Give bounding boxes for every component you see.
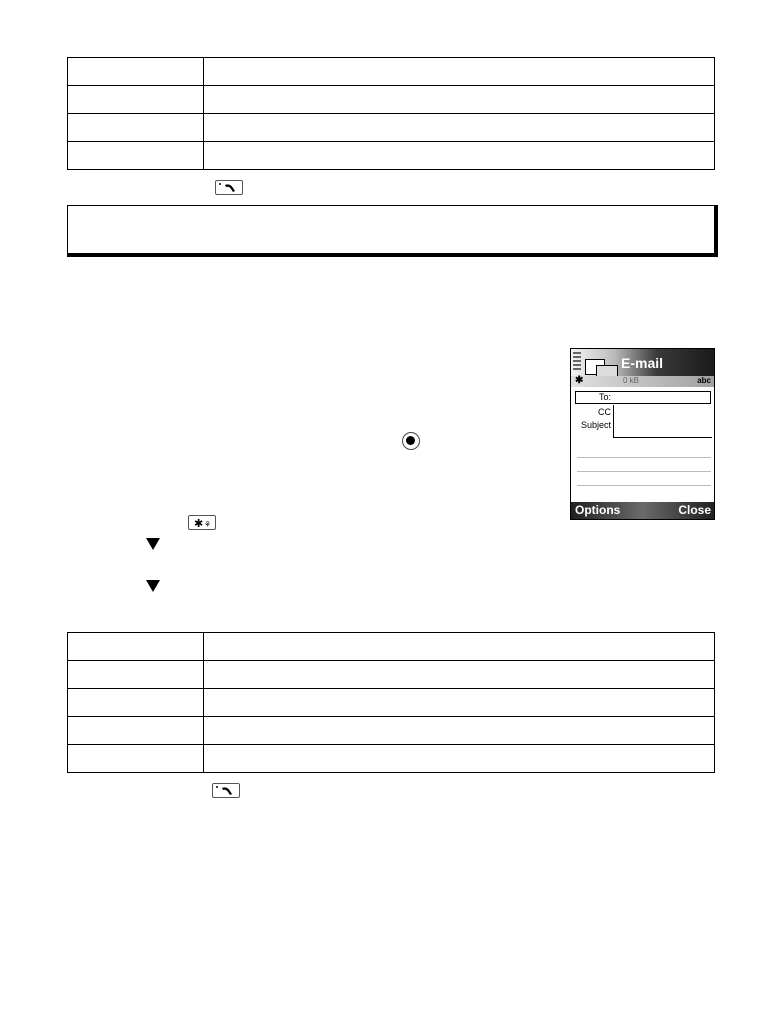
scroll-down-icon (146, 538, 160, 550)
select-key-icon (402, 432, 420, 450)
table-cell (204, 717, 715, 745)
phone-status-bar (571, 376, 714, 387)
bluetooth-icon: ✱ (575, 375, 584, 386)
body-line (577, 485, 711, 486)
table-cell (68, 745, 204, 773)
note-box (67, 205, 718, 257)
body-line (577, 471, 711, 472)
table-row (68, 717, 715, 745)
svg-text:⚘: ⚘ (204, 520, 212, 529)
message-size: 0 kB (623, 376, 640, 385)
scroll-down-icon (146, 580, 160, 592)
phone-email-screenshot (570, 348, 715, 520)
table-cell (68, 689, 204, 717)
table-cell (204, 745, 715, 773)
phone-title-bar (571, 349, 714, 379)
table-row (68, 86, 715, 114)
to-label: To: (598, 392, 611, 402)
table-cell (204, 86, 715, 114)
table-top (67, 57, 715, 170)
table-cell (68, 58, 204, 86)
call-key-icon (212, 783, 240, 798)
table-cell (204, 661, 715, 689)
cc-subject-fields[interactable] (613, 405, 712, 438)
table-cell (204, 633, 715, 661)
table-cell (204, 114, 715, 142)
table-row (68, 689, 715, 717)
table-cell (204, 58, 715, 86)
table-row (68, 633, 715, 661)
options-softkey[interactable]: Options (575, 503, 621, 517)
star-key-icon (188, 515, 216, 530)
table-cell (204, 142, 715, 170)
table-row (68, 114, 715, 142)
softkey-bar (571, 502, 714, 519)
table-cell (68, 717, 204, 745)
table-bottom (67, 632, 715, 773)
table-cell (68, 661, 204, 689)
signal-strength-icon (573, 352, 581, 374)
phone-title: E-mail (621, 355, 664, 371)
table-row (68, 745, 715, 773)
input-mode: abc (697, 376, 711, 385)
svg-text:✱: ✱ (194, 517, 204, 529)
table-cell (204, 689, 715, 717)
subject-label: Subject (580, 420, 611, 430)
table-row (68, 142, 715, 170)
cc-label: CC (598, 407, 611, 417)
table-cell (68, 114, 204, 142)
table-row (68, 661, 715, 689)
table-cell (68, 633, 204, 661)
table-cell (68, 142, 204, 170)
call-key-icon (215, 180, 243, 195)
table-cell (68, 86, 204, 114)
table-row (68, 58, 715, 86)
close-softkey[interactable]: Close (678, 503, 711, 517)
body-line (577, 457, 711, 458)
